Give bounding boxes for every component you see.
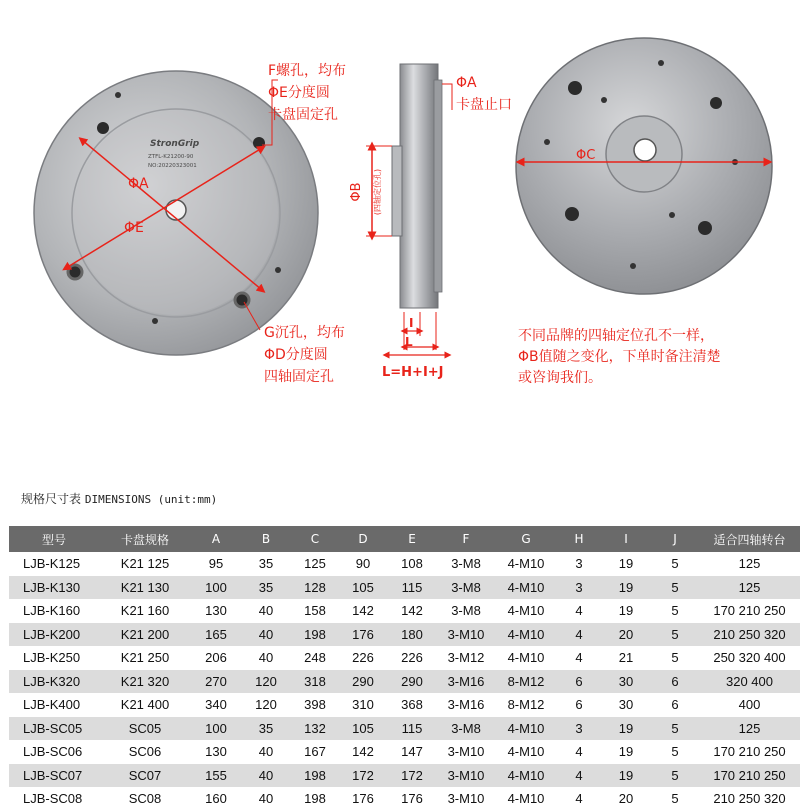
table-cell: 40 (241, 740, 291, 764)
table-cell: 6 (557, 693, 601, 717)
table-cell: 115 (387, 717, 437, 741)
table-row (9, 623, 800, 647)
dim-l-label: L (405, 335, 413, 349)
table-cell: 40 (241, 646, 291, 670)
table-cell: 35 (241, 717, 291, 741)
table-cell: LJB-SC06 (9, 740, 99, 764)
table-cell: 5 (651, 623, 699, 647)
table-cell: 4-M10 (495, 717, 557, 741)
table-cell: 19 (601, 552, 651, 576)
column-header: C (291, 526, 339, 552)
table-cell: 176 (339, 787, 387, 811)
table-cell: 95 (191, 552, 241, 576)
table-cell: 165 (191, 623, 241, 647)
table-row (9, 764, 800, 788)
table-cell: LJB-SC08 (9, 787, 99, 811)
table-cell: 5 (651, 717, 699, 741)
right-plate (516, 38, 772, 294)
table-cell: 206 (191, 646, 241, 670)
table-cell: 108 (387, 552, 437, 576)
table-cell: 19 (601, 599, 651, 623)
f-hole-line1: F螺孔，均布 (268, 63, 347, 79)
table-cell: K21 200 (99, 623, 191, 647)
table-cell: 40 (241, 787, 291, 811)
f-hole-line3: 卡盘固定孔 (268, 107, 338, 123)
table-cell: K21 400 (99, 693, 191, 717)
table-cell: 3-M16 (437, 693, 495, 717)
table-cell: 250 320 400 (699, 646, 800, 670)
table-cell: 5 (651, 552, 699, 576)
table-cell: 35 (241, 552, 291, 576)
table-cell: SC08 (99, 787, 191, 811)
table-cell: 125 (699, 717, 800, 741)
table-cell: 400 (699, 693, 800, 717)
formula-label: L=H+I+J (382, 365, 444, 380)
table-cell: 4 (557, 646, 601, 670)
spigot-dim: ΦA (456, 75, 477, 91)
table-cell: 290 (387, 670, 437, 694)
table-cell: 19 (601, 740, 651, 764)
table-cell: 4 (557, 740, 601, 764)
table-heading-cn: 规格尺寸表 (21, 492, 82, 506)
table-cell: 176 (387, 787, 437, 811)
table-cell: 35 (241, 576, 291, 600)
table-cell: 100 (191, 576, 241, 600)
table-cell: 125 (699, 552, 800, 576)
table-cell: 105 (339, 576, 387, 600)
g-hole-line2: ΦD分度圆 (264, 347, 328, 363)
column-header: G (495, 526, 557, 552)
column-header: A (191, 526, 241, 552)
table-cell: 5 (651, 787, 699, 811)
dim-c-label: ΦC (576, 148, 596, 163)
table-cell: 167 (291, 740, 339, 764)
plate-brand: StronGrip (150, 139, 200, 149)
table-cell: 142 (387, 599, 437, 623)
table-cell: 226 (339, 646, 387, 670)
table-row (9, 576, 800, 600)
table-cell: 30 (601, 670, 651, 694)
table-cell: 210 250 320 (699, 787, 800, 811)
table-cell: 155 (191, 764, 241, 788)
table-cell: LJB-SC05 (9, 717, 99, 741)
table-cell: 320 400 (699, 670, 800, 694)
table-cell: 4-M10 (495, 552, 557, 576)
table-cell: LJB-K400 (9, 693, 99, 717)
table-cell: 310 (339, 693, 387, 717)
table-cell: 105 (339, 717, 387, 741)
table-cell: LJB-K200 (9, 623, 99, 647)
table-cell: SC05 (99, 717, 191, 741)
table-cell: SC06 (99, 740, 191, 764)
table-heading (21, 490, 217, 507)
table-cell: 4-M10 (495, 787, 557, 811)
table-cell: 147 (387, 740, 437, 764)
column-header: E (387, 526, 437, 552)
table-cell: 210 250 320 (699, 623, 800, 647)
table-cell: 40 (241, 764, 291, 788)
table-cell: 4-M10 (495, 764, 557, 788)
table-cell: LJB-K320 (9, 670, 99, 694)
table-cell: 120 (241, 693, 291, 717)
table-header-row (9, 526, 800, 552)
table-cell: 198 (291, 787, 339, 811)
table-row (9, 646, 800, 670)
table-cell: 270 (191, 670, 241, 694)
table-cell: 120 (241, 670, 291, 694)
table-cell: 3-M8 (437, 576, 495, 600)
table-row (9, 740, 800, 764)
table-cell: 132 (291, 717, 339, 741)
table-cell: 19 (601, 717, 651, 741)
plate-serial: NO:20220323001 (148, 163, 197, 169)
table-cell: 142 (339, 740, 387, 764)
table-cell: 3 (557, 576, 601, 600)
table-cell: 6 (651, 693, 699, 717)
table-cell: 40 (241, 599, 291, 623)
dim-b-sub: (四轴定位孔) (373, 168, 382, 216)
table-cell: 3-M10 (437, 787, 495, 811)
table-cell: 176 (339, 623, 387, 647)
table-cell: 128 (291, 576, 339, 600)
table-cell: 4 (557, 787, 601, 811)
dim-e-label: ΦE (124, 220, 144, 236)
table-cell: 125 (291, 552, 339, 576)
table-row (9, 717, 800, 741)
column-header: 卡盘规格 (99, 526, 191, 552)
column-header: I (601, 526, 651, 552)
table-cell: K21 160 (99, 599, 191, 623)
table-cell: 5 (651, 764, 699, 788)
table-cell: K21 130 (99, 576, 191, 600)
table-cell: 3-M10 (437, 740, 495, 764)
plate-part: ZTFL-K21200-90 (148, 154, 194, 160)
table-cell: 130 (191, 599, 241, 623)
table-cell: 19 (601, 576, 651, 600)
table-cell: 198 (291, 764, 339, 788)
brand-note (518, 326, 721, 389)
table-cell: K21 250 (99, 646, 191, 670)
column-header: B (241, 526, 291, 552)
table-cell: 3-M12 (437, 646, 495, 670)
table-cell: 172 (387, 764, 437, 788)
table-cell: 4 (557, 764, 601, 788)
table-cell: 180 (387, 623, 437, 647)
table-body (9, 552, 800, 811)
table-cell: 90 (339, 552, 387, 576)
table-row (9, 552, 800, 576)
table-row (9, 693, 800, 717)
table-cell: K21 125 (99, 552, 191, 576)
g-hole-line1: G沉孔，均布 (264, 325, 345, 341)
table-row (9, 670, 800, 694)
table-cell: 142 (339, 599, 387, 623)
table-cell: 158 (291, 599, 339, 623)
table-row (9, 599, 800, 623)
table-cell: 30 (601, 693, 651, 717)
table-cell: 19 (601, 764, 651, 788)
column-header: F (437, 526, 495, 552)
column-header: 型号 (9, 526, 99, 552)
table-cell: LJB-K130 (9, 576, 99, 600)
table-cell: 4-M10 (495, 623, 557, 647)
dimensions-table (9, 526, 800, 811)
table-cell: 20 (601, 787, 651, 811)
note-line2: ΦB值随之变化，下单时备注清楚 (518, 349, 721, 365)
f-hole-line2: ΦE分度圆 (268, 85, 330, 101)
table-cell: 290 (339, 670, 387, 694)
table-cell: 6 (557, 670, 601, 694)
table-cell: 3-M8 (437, 599, 495, 623)
table-cell: 4-M10 (495, 599, 557, 623)
f-hole-annotation (268, 60, 346, 126)
dim-i-label: I (409, 316, 414, 330)
table-cell: 5 (651, 646, 699, 670)
table-cell: 3-M8 (437, 717, 495, 741)
column-header: J (651, 526, 699, 552)
table-cell: 318 (291, 670, 339, 694)
g-hole-line3: 四轴固定孔 (264, 369, 334, 385)
table-cell: 4-M10 (495, 576, 557, 600)
table-cell: 8-M12 (495, 670, 557, 694)
table-cell: 20 (601, 623, 651, 647)
table-cell: 340 (191, 693, 241, 717)
table-cell: 5 (651, 576, 699, 600)
table-cell: 398 (291, 693, 339, 717)
table-cell: K21 320 (99, 670, 191, 694)
table-cell: 3-M16 (437, 670, 495, 694)
table-cell: 3-M10 (437, 764, 495, 788)
table-cell: 368 (387, 693, 437, 717)
column-header: H (557, 526, 601, 552)
table-cell: 170 210 250 (699, 740, 800, 764)
table-row (9, 787, 800, 811)
table-cell: 100 (191, 717, 241, 741)
g-hole-annotation (264, 322, 345, 388)
table-cell: 170 210 250 (699, 764, 800, 788)
table-heading-en: DIMENSIONS (unit:mm) (84, 493, 218, 506)
spigot-annotation (456, 72, 512, 116)
table-cell: LJB-K160 (9, 599, 99, 623)
table-cell: 170 210 250 (699, 599, 800, 623)
table-cell: 130 (191, 740, 241, 764)
table-cell: 4-M10 (495, 646, 557, 670)
table-cell: 198 (291, 623, 339, 647)
table-cell: 226 (387, 646, 437, 670)
table-cell: 160 (191, 787, 241, 811)
table-cell: SC07 (99, 764, 191, 788)
table-cell: 172 (339, 764, 387, 788)
note-line1: 不同品牌的四轴定位孔不一样， (518, 328, 714, 344)
table-cell: 21 (601, 646, 651, 670)
column-header: D (339, 526, 387, 552)
dim-a-label: ΦA (128, 176, 149, 192)
table-cell: 5 (651, 740, 699, 764)
table-cell: LJB-K125 (9, 552, 99, 576)
table-cell: LJB-SC07 (9, 764, 99, 788)
table-cell: 4 (557, 599, 601, 623)
note-line3: 或咨询我们。 (518, 370, 602, 386)
table-cell: 3 (557, 552, 601, 576)
table-cell: 115 (387, 576, 437, 600)
table-cell: 6 (651, 670, 699, 694)
table-cell: 4-M10 (495, 740, 557, 764)
table-cell: 5 (651, 599, 699, 623)
side-view (392, 64, 442, 308)
table-cell: 248 (291, 646, 339, 670)
table-cell: LJB-K250 (9, 646, 99, 670)
dim-b-label: ΦB (349, 182, 364, 202)
table-cell: 4 (557, 623, 601, 647)
table-cell: 8-M12 (495, 693, 557, 717)
column-header: 适合四轴转台 (699, 526, 800, 552)
table-cell: 3-M10 (437, 623, 495, 647)
table-cell: 3-M8 (437, 552, 495, 576)
spigot-label: 卡盘止口 (456, 97, 512, 113)
table-cell: 125 (699, 576, 800, 600)
table-cell: 40 (241, 623, 291, 647)
table-cell: 3 (557, 717, 601, 741)
